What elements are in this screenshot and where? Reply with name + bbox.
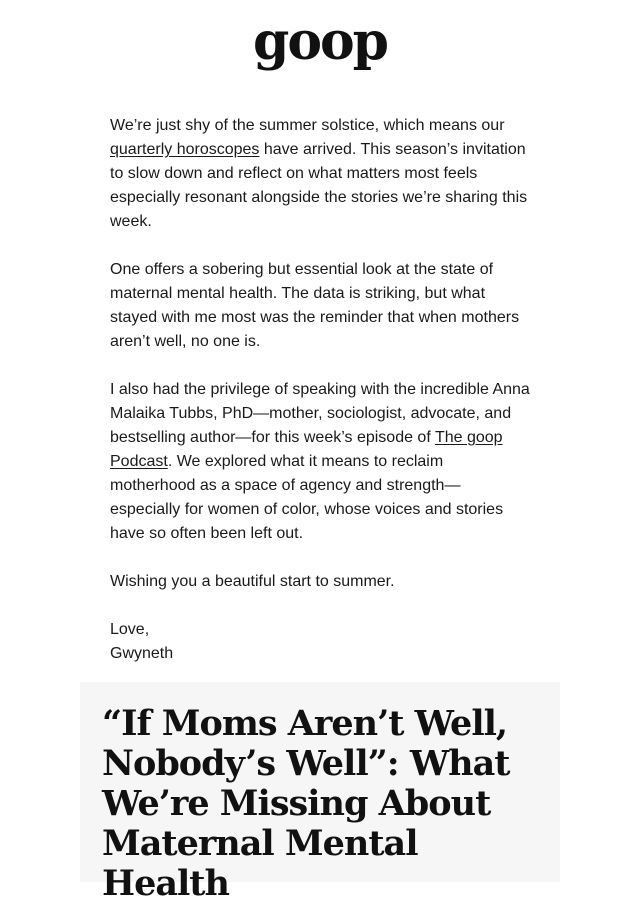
letter-paragraph-2: One offers a sobering but essential look at the state of maternal mental health. The data is striking, but what stayed with me most was the reminder that when mothers aren’t well, no one is. [110, 261, 520, 350]
letter-paragraph-3-text-start: I also had the privilege of speaking with the incredible Anna Malaika Tubbs, PhD—mother, sociologist, advocate, and bestselling author—for this week’s episode of [110, 381, 530, 446]
goop-logo[interactable]: goop [252, 11, 388, 72]
featured-story-card[interactable] [80, 682, 560, 904]
editor-letter [110, 114, 530, 666]
letter-signoff [110, 618, 530, 666]
letter-paragraph-4: Wishing you a beautiful start to summer. [110, 573, 395, 590]
letter-paragraph-1 [110, 114, 530, 234]
letter-paragraph-3-text-end: . We explored what it means to reclaim motherhood as a space of agency and strength—especially for women of color, whose voices and stories have so often been left out. [110, 453, 504, 542]
featured-story-title[interactable]: “If Moms Aren’t Well, Nobody’s Well”: What We’re Missing About Maternal Mental Health [102, 703, 510, 904]
quarterly-horoscopes-link[interactable]: quarterly horoscopes [110, 141, 260, 158]
letter-signature: Gwyneth [110, 645, 174, 662]
letter-closing: Love, [110, 621, 150, 638]
letter-paragraph-1-text-end: have arrived. This season’s invitation to slow down and reflect on what matters most feels especially resonant alongside the stories we’re sharing this week. [110, 141, 528, 230]
goop-podcast-link[interactable]: The goop Podcast [110, 429, 503, 470]
letter-paragraph-1-text-start: We’re just shy of the summer solstice, which means our [110, 117, 505, 134]
letter-paragraph-3 [110, 378, 530, 546]
